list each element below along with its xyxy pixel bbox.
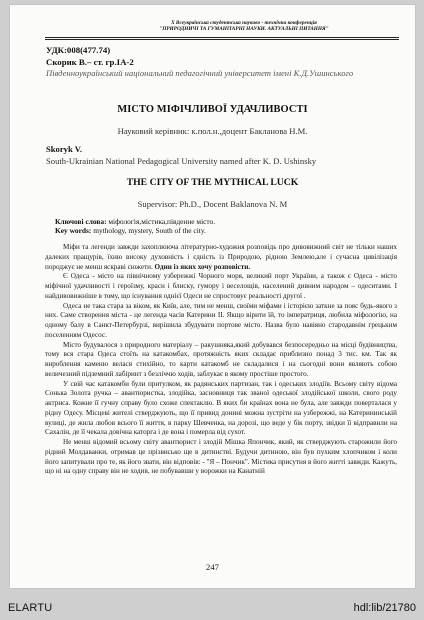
keywords-ukrainian-label: Ключові слова: bbox=[55, 217, 107, 226]
paragraph-1-bold: Один із яких хочу розповісти. bbox=[152, 262, 251, 271]
supervisor-ukrainian: Науковий керівник: к.пол.н.,доцент Бакланова Н.М. bbox=[117, 126, 308, 136]
keywords-ukrainian-text: міфологія,містика,південне місто. bbox=[106, 217, 216, 226]
paragraph-4: Місто будувалося з природного матеріалу – ракушняка,який добувався безпосередньо на місці будівництва, тому вся стара Одеса стоїть на катакомбах, протяжність яких складає приблизно понад 3 тис. км. Так як вироблення каменю велася стихійно, то карти катакомб не складалися і на сьогодні вони являють собою величезний підземний лабіринт з безліччю ходів, заблукає в якому простіше простого. bbox=[45, 340, 397, 378]
document-page bbox=[10, 5, 415, 588]
keywords-english bbox=[55, 226, 385, 235]
affiliation-ukrainian: Південноукраїнський національний педагогічний університет імені К.Д.Ушинського bbox=[46, 68, 354, 78]
paragraph-5: У свій час катакомби були притулком, як радянських партизан, так і одеських злодіїв. Всьому світу відома Сонька Золота ручка – авантюристка, злодійка, засновниця так званої одеської злодійської школи, свого роду актриса. Кожне її гучну справу було схоже спектаклю. В яких би країнах вона не була, але завжди поверталася у рідну Одесу. Місцеві жителі стверджують, що її привид донині можна зустріти на узбережжі, на Катерининській вулиці, де жила любов всього її життя, в парку Шевченка, на дорозі, що веде у бік порту, звідки її відправили на Сахалін, де її чекала довічна каторга і де вона і померла від сухот. bbox=[45, 379, 397, 437]
keywords-ukrainian bbox=[55, 217, 385, 226]
paragraph-1 bbox=[45, 243, 397, 272]
affiliation-english: South-Ukrainian National Pedagogical University named after K. D. Ushinsky bbox=[46, 156, 317, 166]
supervisor-english: Supervisor: Ph.D., Docent Baklanova N. M bbox=[137, 199, 288, 209]
paragraph-1-text: Міфи та легенди завжди захоплююча літературно-художня розповідь про дивовижний світ не тільки наших далеких пращурів, їхню високу духовність і єдність із Природою, рідною Землею,але і сучасна цивілізація породжує не менш яскраві сюжети. bbox=[45, 243, 397, 271]
conference-line-1: X Всеукраїнська студентська науково - технічна конференція bbox=[171, 20, 317, 26]
paragraph-3: Одеса не така стара за віком, як Київ, але, тим не менш, своїми міфами і історією заткне за пояс будь-якого з них. Саме створення міста - це легенда часів Катерини II. Якщо вірити їй, то імператриця, любила міфологію, на одному балу в Санкт-Петербурзі, вирішила збудувати портове місто. Назва було навіяно стародавнім грецьким поселенням Одесос. bbox=[45, 301, 397, 339]
conference-header bbox=[119, 20, 369, 33]
title-ukrainian: МІСТО МІФІЧЛИВОЇ УДАЧЛИВОСТІ bbox=[117, 104, 308, 115]
header-rule bbox=[45, 37, 399, 38]
udk-code: УДК:008(477.74) bbox=[46, 45, 111, 55]
paragraph-6: Не менш відомий всьому світу авантюрист і злодій Мішка Япончик, який, як стверджують старожили його рідний Молдаванки, отримав це прізвисько ще в дитинстві. Будучи дитиною, він був пухким хлопчиком і коли його запитували про те, як його звати, він відповів: - "Я – Пончик". Містика присутня в його житті завжди. Кажуть, що ні на одну справу він не ходив, не побувавши у ворожки на Канатній bbox=[45, 438, 397, 476]
author-ukrainian: Скорик В.– ст. гр.ІА-2 bbox=[46, 57, 134, 67]
page-number: 247 bbox=[206, 562, 219, 572]
footer-repository-label: ELARTU bbox=[8, 602, 53, 614]
title-english: THE CITY OF THE MYTHICAL LUCK bbox=[126, 177, 299, 188]
author-english: Skoryk V. bbox=[46, 144, 82, 154]
header-rule-thin bbox=[45, 39, 399, 40]
footer-handle: hdl:lib/21780 bbox=[353, 602, 416, 614]
conference-line-2: "ПРИРОДНИЧІ ТА ГУМАНІТАРНІ НАУКИ. АКТУАЛЬНІ ПИТАННЯ" bbox=[159, 26, 329, 33]
paragraph-2: Є Одеса - місто на північному узбережжі Чорного моря, великий порт України, а також є Одеса - місто міфічної удачливості і героїзму, краси і блиску, гумору і веселощів, населений дивним народом – одеситами. І найдивовижніше в тому, що існування однієї Одеси не спростовує реальності другої . bbox=[45, 272, 397, 300]
keywords-english-label: Key words: bbox=[55, 226, 92, 235]
article-body bbox=[45, 243, 397, 477]
footer-bar bbox=[0, 596, 424, 620]
keywords-english-text: mythology, mystery, South of the city. bbox=[91, 226, 206, 235]
